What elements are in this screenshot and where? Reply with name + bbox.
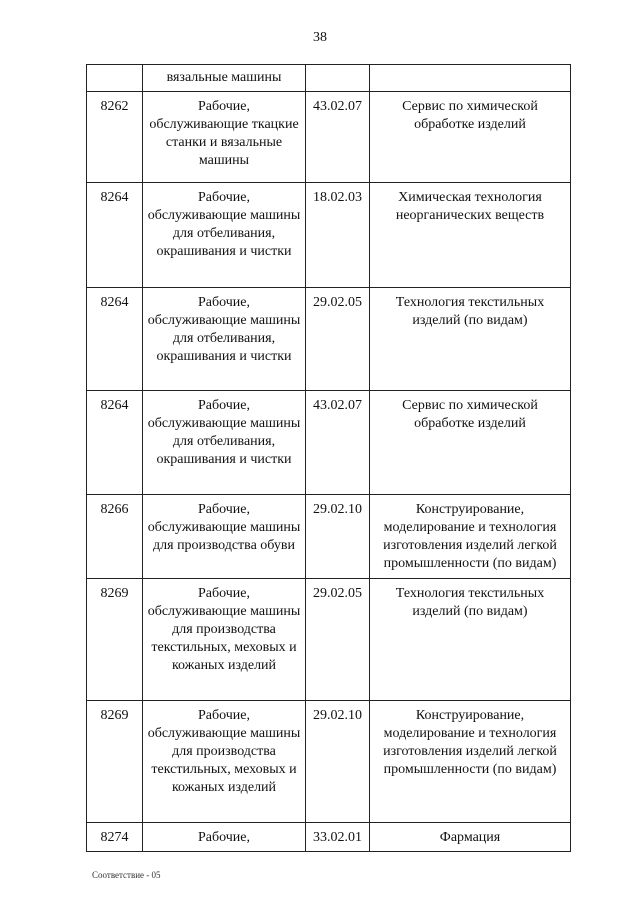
occupation-code-cell: 8264 bbox=[87, 183, 143, 288]
table-row bbox=[87, 579, 571, 701]
specialty-name-cell: Конструирование, моделирование и технология изготовления изделий легкой промышленности (по видам) bbox=[370, 495, 571, 579]
specialty-name-cell bbox=[370, 65, 571, 92]
occupation-code-cell: 8262 bbox=[87, 92, 143, 183]
table-row bbox=[87, 92, 571, 183]
specialty-name-cell: Конструирование, моделирование и технология изготовления изделий легкой промышленности (по видам) bbox=[370, 701, 571, 823]
table-row bbox=[87, 823, 571, 852]
specialty-code-cell: 18.02.03 bbox=[306, 183, 370, 288]
specialty-name-cell: Сервис по химической обработке изделий bbox=[370, 391, 571, 495]
table-row bbox=[87, 65, 571, 92]
occupation-name-cell: Рабочие, обслуживающие машины для отбеливания, окрашивания и чистки bbox=[143, 288, 306, 391]
occupation-name-cell: вязальные машины bbox=[143, 65, 306, 92]
occupation-name-cell: Рабочие, обслуживающие ткацкие станки и вязальные машины bbox=[143, 92, 306, 183]
occupation-code-cell: 8264 bbox=[87, 288, 143, 391]
table-row bbox=[87, 183, 571, 288]
specialty-name-cell: Технология текстильных изделий (по видам) bbox=[370, 579, 571, 701]
specialty-name-cell: Химическая технология неорганических веществ bbox=[370, 183, 571, 288]
table-row bbox=[87, 495, 571, 579]
table-row bbox=[87, 391, 571, 495]
occupation-code-cell: 8274 bbox=[87, 823, 143, 852]
occupation-name-cell: Рабочие, bbox=[143, 823, 306, 852]
occupations-table bbox=[86, 64, 571, 852]
page-number: 38 bbox=[313, 30, 327, 45]
occupation-name-cell: Рабочие, обслуживающие машины для производства текстильных, меховых и кожаных изделий bbox=[143, 579, 306, 701]
occupation-code-cell: 8264 bbox=[87, 391, 143, 495]
specialty-code-cell: 33.02.01 bbox=[306, 823, 370, 852]
specialty-code-cell: 29.02.10 bbox=[306, 495, 370, 579]
specialty-name-cell: Технология текстильных изделий (по видам) bbox=[370, 288, 571, 391]
occupation-code-cell: 8266 bbox=[87, 495, 143, 579]
occupation-name-cell: Рабочие, обслуживающие машины для производства текстильных, меховых и кожаных изделий bbox=[143, 701, 306, 823]
table-row bbox=[87, 288, 571, 391]
specialty-code-cell: 29.02.05 bbox=[306, 579, 370, 701]
specialty-name-cell: Фармация bbox=[370, 823, 571, 852]
specialty-name-cell: Сервис по химической обработке изделий bbox=[370, 92, 571, 183]
occupation-code-cell bbox=[87, 65, 143, 92]
specialty-code-cell bbox=[306, 65, 370, 92]
occupation-name-cell: Рабочие, обслуживающие машины для производства обуви bbox=[143, 495, 306, 579]
specialty-code-cell: 43.02.07 bbox=[306, 92, 370, 183]
specialty-code-cell: 43.02.07 bbox=[306, 391, 370, 495]
occupation-name-cell: Рабочие, обслуживающие машины для отбеливания, окрашивания и чистки bbox=[143, 391, 306, 495]
occupation-code-cell: 8269 bbox=[87, 579, 143, 701]
occupation-name-cell: Рабочие, обслуживающие машины для отбеливания, окрашивания и чистки bbox=[143, 183, 306, 288]
table-row bbox=[87, 701, 571, 823]
footer-note: Соответствие - 05 bbox=[92, 870, 161, 880]
occupation-code-cell: 8269 bbox=[87, 701, 143, 823]
specialty-code-cell: 29.02.10 bbox=[306, 701, 370, 823]
specialty-code-cell: 29.02.05 bbox=[306, 288, 370, 391]
